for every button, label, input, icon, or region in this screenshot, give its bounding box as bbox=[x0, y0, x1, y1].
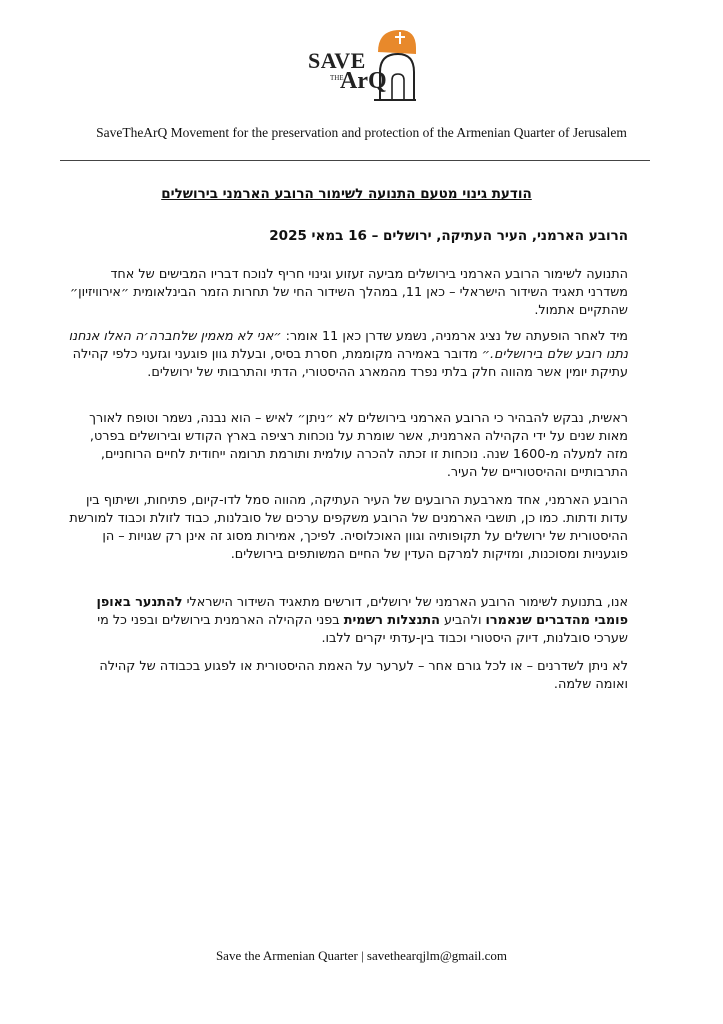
save-the-arq-logo bbox=[308, 28, 418, 106]
paragraph-5-rest: בפני הקהילה הארמנית בירושלים ובפני כל מי שערכי סובלנות, דיוק היסטורי וכבוד בין-עדתי יקרים ללבו. bbox=[97, 613, 628, 646]
logo-word-save: SAVE bbox=[308, 48, 366, 73]
paragraph-5-mid: ולהביע bbox=[439, 613, 486, 628]
paragraph-5 bbox=[68, 594, 628, 648]
paragraph-2-intro: מיד לאחר הופעתה של נציג ארמניה, נשמע שדרן כאן 11 אומר: bbox=[281, 329, 628, 344]
logo-word-the: THE bbox=[330, 74, 344, 82]
logo-word-arq: ArQ bbox=[340, 68, 387, 94]
paragraph-3: ראשית, נבקש להבהיר כי הרובע הארמני בירושלים לא ״ניתן״ לאיש – הוא נבנה, נשמר וטופח לאורך מאות שנים על ידי הקהילה הארמנית, אשר שומרת על נוכחות רציפה בארץ הקודש ובירושלים בפרט, מזה למעלה מ-1600 שנה. נוכחות זו זכתה להכרה עולמית ותורמת תרומה ייחודית לחיים הרוחניים, התרבותיים וההיסטוריים של העיר. bbox=[89, 411, 628, 480]
footer-contact: Save the Armenian Quarter | savethearqjlm@gmail.com bbox=[215, 948, 508, 963]
paragraph-1: התנועה לשימור הרובע הארמני בירושלים מביעה זעזוע וגינוי חריף לנוכח דבריו המבישים של אחד משדרני תאגיד השידור הישראלי – כאן 11, במהלך השידור החי של תחרות הזמר הבינלאומית ״אירוויזיון״ שהתקיים אתמול. bbox=[69, 267, 628, 318]
paragraph-2-quote: ״אני לא מאמין שלחברה׳ה האלו אנחנו נתנו רובע שלם בירושלים.״ bbox=[68, 329, 628, 362]
paragraph-5-demand: להתנער באופן פומבי מהדברים שנאמרו bbox=[96, 595, 628, 628]
paragraph-4: הרובע הארמני, אחד מארבעת הרובעים של העיר העתיקה, מהווה סמל לדו-קיום, פתיחות, ושיתוף בין עדות ודתות. כמו כן, תושבי הארמנים של הרובע משקפים ערכים של סובלנות, כבוד לזולת וכבוד למורשת ההיסטורית של ירושלים על תקופותיה וגוון האוכלוסיה. לפיכך, אמירות מסוג זה אינן רק שגויות – הן פוגעניות ומסוכנות, ומזיקות למרקם העדין של החיים המשותפים בירושלים. bbox=[69, 493, 628, 562]
organization-header: SaveTheArQ Movement for the preservation and protection of the Armenian Quarter of Jerusalem bbox=[96, 125, 627, 140]
church-dome-icon bbox=[370, 28, 418, 102]
paragraph-6: לא ניתן לשדרנים – או לכל גורם אחר – לערער על האמת ההיסטורית או לפגוע בכבודה של קהילה ואומה שלמה. bbox=[99, 659, 628, 692]
paragraph-5-apology: התנצלות רשמית bbox=[343, 613, 440, 628]
paragraph-2 bbox=[68, 328, 628, 382]
header-divider bbox=[60, 160, 650, 161]
document-title: הודעת גינוי מטעם התנועה לשימור הרובע הארמני בירושלים bbox=[161, 186, 532, 202]
dateline: הרובע הארמני, העיר העתיקה, ירושלים – 16 במאי 2025 bbox=[269, 228, 628, 244]
paragraph-5-intro: אנו, בתנועת לשימור הרובע הארמני של ירושלים, דורשים מתאגיד השידור הישראלי bbox=[182, 595, 628, 610]
paragraph-2-rest: מדובר באמירה מקוממת, חסרת בסיס, ובעלת גוון פוגעני וגזעני כלפי קהילה עתיקת יומין אשר מהווה חלק בלתי נפרד מהמארג ההיסטורי, הדתי והתרבותי של ירושלים. bbox=[72, 347, 628, 380]
